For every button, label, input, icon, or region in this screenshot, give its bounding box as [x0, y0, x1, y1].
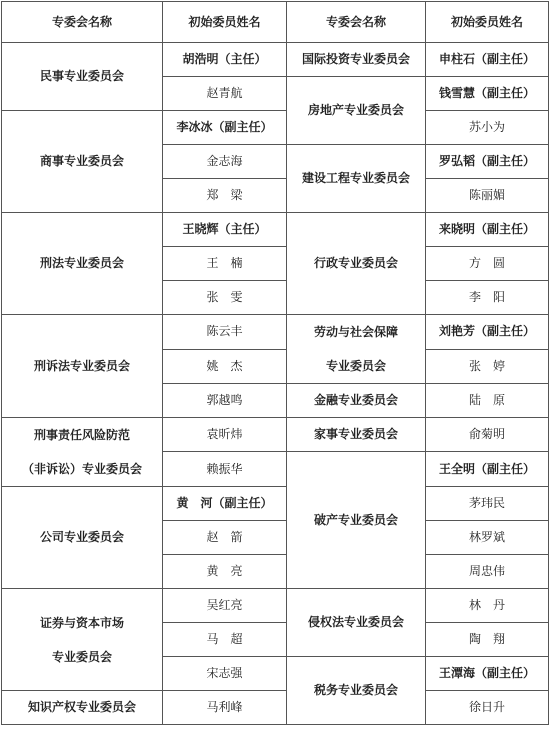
committee-name: 房地产专业委员会	[287, 77, 426, 145]
committee-name: 金融专业委员会	[287, 384, 426, 418]
member-name: 赖振华	[163, 452, 287, 487]
committee-name-line: 专业委员会	[51, 649, 112, 664]
committee-name: 知识产权专业委员会	[2, 691, 163, 725]
table-row	[2, 691, 549, 725]
committee-name: 行政专业委员会	[287, 213, 426, 315]
header-member-name-right: 初始委员姓名	[426, 2, 549, 43]
member-name: 林 丹	[426, 589, 549, 623]
member-name: 赵 箭	[163, 521, 287, 555]
member-name: 徐日升	[426, 691, 549, 725]
member-name: 苏小为	[426, 111, 549, 145]
member-name: 张 婷	[426, 349, 549, 384]
member-name: 来晓明（副主任）	[426, 213, 549, 247]
committee-name: 建设工程专业委员会	[287, 145, 426, 213]
committee-name: 公司专业委员会	[2, 487, 163, 589]
committee-name: 家事专业委员会	[287, 418, 426, 452]
member-name: 刘艳芳（副主任）	[426, 315, 549, 350]
committee-name: 破产专业委员会	[287, 452, 426, 589]
member-name: 陈云丰	[163, 315, 287, 350]
committee-name	[2, 418, 163, 487]
header-committee-name-left: 专委会名称	[2, 2, 163, 43]
committee-name-line: 专业委员会	[325, 359, 386, 373]
member-name: 袁昕炜	[163, 418, 287, 452]
committee-table	[1, 1, 549, 725]
member-name: 姚 杰	[163, 349, 287, 384]
member-name: 陈丽媚	[426, 179, 549, 213]
member-name: 赵青航	[163, 77, 287, 111]
committee-name: 民事专业委员会	[2, 43, 163, 111]
committee-name	[2, 589, 163, 691]
member-name: 钱雪慧（副主任）	[426, 77, 549, 111]
member-name: 俞菊明	[426, 418, 549, 452]
member-name: 王晓辉（主任）	[163, 213, 287, 247]
committee-name-line: 刑事责任风险防范	[33, 428, 130, 442]
member-name: 林罗斌	[426, 521, 549, 555]
member-name: 马 超	[163, 623, 287, 657]
member-name: 申柱石（副主任）	[426, 43, 549, 77]
member-name: 金志海	[163, 145, 287, 179]
committee-name: 刑诉法专业委员会	[2, 315, 163, 418]
table-row	[2, 213, 549, 247]
committee-name: 侵权法专业委员会	[287, 589, 426, 657]
member-name: 方 圆	[426, 247, 549, 281]
header-committee-name-right: 专委会名称	[287, 2, 426, 43]
member-name: 周忠伟	[426, 555, 549, 589]
committee-name	[287, 315, 426, 384]
committee-name: 刑法专业委员会	[2, 213, 163, 315]
member-name: 吴红亮	[163, 589, 287, 623]
member-name: 王全明（副主任）	[426, 452, 549, 487]
member-name: 陆 原	[426, 384, 549, 418]
header-row	[2, 2, 549, 43]
member-name: 马利峰	[163, 691, 287, 725]
member-name: 茅玮民	[426, 487, 549, 521]
member-name: 罗弘韬（副主任）	[426, 145, 549, 179]
member-name: 郑 梁	[163, 179, 287, 213]
header-member-name-left: 初始委员姓名	[163, 2, 287, 43]
member-name: 黄 河（副主任）	[163, 487, 287, 521]
committee-name-line: （非诉讼）专业委员会	[21, 462, 142, 476]
member-name: 张 雯	[163, 281, 287, 315]
committee-name-line: 证券与资本市场	[39, 615, 124, 630]
committee-name: 商事专业委员会	[2, 111, 163, 213]
member-name: 陶 翔	[426, 623, 549, 657]
member-name: 郭越鸣	[163, 384, 287, 418]
member-name: 胡浩明（主任）	[163, 43, 287, 77]
table-row	[2, 111, 549, 145]
table-row	[2, 315, 549, 350]
committee-name: 国际投资专业委员会	[287, 43, 426, 77]
table-row	[2, 418, 549, 452]
member-name: 黄 亮	[163, 555, 287, 589]
table-row	[2, 589, 549, 623]
committee-name-line: 劳动与社会保障	[313, 325, 398, 339]
table-row	[2, 487, 549, 521]
member-name: 李冰冰（副主任）	[163, 111, 287, 145]
member-name: 王 楠	[163, 247, 287, 281]
committee-name: 税务专业委员会	[287, 657, 426, 725]
member-name: 李 阳	[426, 281, 549, 315]
table-row	[2, 43, 549, 77]
member-name: 宋志强	[163, 657, 287, 691]
member-name: 王潭海（副主任）	[426, 657, 549, 691]
